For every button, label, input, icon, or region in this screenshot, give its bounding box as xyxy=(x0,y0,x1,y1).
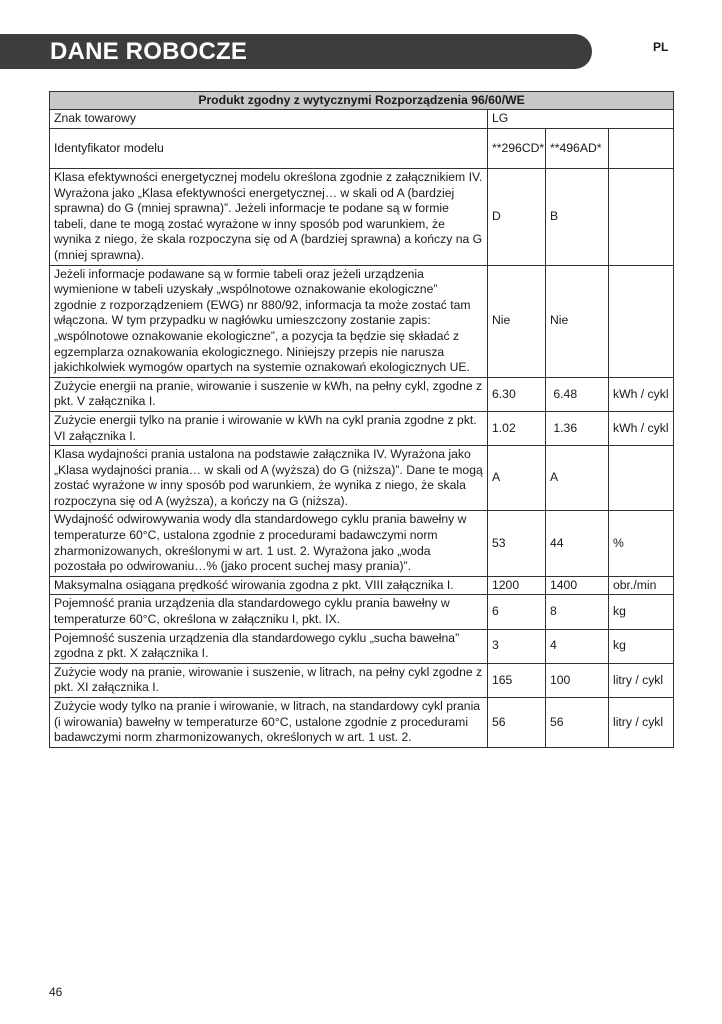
row-value-model-2: A xyxy=(546,446,609,511)
table-row xyxy=(50,169,674,266)
row-description: Maksymalna osiągana prędkość wirowania zgodna z pkt. VIII załącznika I. xyxy=(50,576,488,595)
row-value-model-2: Nie xyxy=(546,265,609,377)
table-row xyxy=(50,129,674,169)
row-value-model-1: 6.30 xyxy=(488,377,546,411)
row-value-model-2: **496AD* xyxy=(546,129,609,169)
row-value-model-2: 100 xyxy=(546,663,609,697)
table-row xyxy=(50,110,674,129)
row-unit: kWh / cykl xyxy=(609,411,674,445)
row-unit: kg xyxy=(609,595,674,629)
table-row xyxy=(50,595,674,629)
row-unit xyxy=(609,129,674,169)
table-row xyxy=(50,377,674,411)
row-value-model-1: 53 xyxy=(488,511,546,576)
row-description: Zużycie wody na pranie, wirowanie i suszenie, w litrach, na pełny cykl zgodne z pkt. XI załącznika I. xyxy=(50,663,488,697)
section-header-bar xyxy=(0,34,592,69)
row-value-model-2: 56 xyxy=(546,698,609,748)
row-unit: litry / cykl xyxy=(609,663,674,697)
row-description: Pojemność suszenia urządzenia dla standardowego cyklu „sucha bawełna” zgodna z pkt. X załącznika I. xyxy=(50,629,488,663)
row-description: Identyfikator modelu xyxy=(50,129,488,169)
row-value-model-1: 3 xyxy=(488,629,546,663)
table-row xyxy=(50,446,674,511)
row-value-model-1: 6 xyxy=(488,595,546,629)
table-row xyxy=(50,411,674,445)
row-value-model-2: 44 xyxy=(546,511,609,576)
language-code: PL xyxy=(653,40,669,54)
row-value-model-2: 1400 xyxy=(546,576,609,595)
table-row xyxy=(50,629,674,663)
row-description: Znak towarowy xyxy=(50,110,488,129)
table-row xyxy=(50,698,674,748)
row-value-model-2: 4 xyxy=(546,629,609,663)
row-unit: kg xyxy=(609,629,674,663)
row-unit: litry / cykl xyxy=(609,698,674,748)
row-value-brand: LG xyxy=(488,110,674,129)
row-value-model-1: Nie xyxy=(488,265,546,377)
row-description: Jeżeli informacje podawane są w formie tabeli oraz jeżeli urządzenia wymienione w tabeli uzyskały „wspólnotowe oznakowanie ekologiczne” zgodnie z rozporządzeniem (EWG) nr 880/92, informacja ta może zostać tam włączona. W tym przypadku w nagłówku umieszczony zostanie zapis: „wspólnotowe oznakowanie ekologiczne”, a pozycja ta będzie się składać z egzemplarza oznakowania ekologicznego. Niniejszy przepis nie narusza jakichkolwiek wymogów opartych na systemie oznakowań ekologicznych UE. xyxy=(50,265,488,377)
row-value-model-2: 1.36 xyxy=(546,411,609,445)
row-unit: obr./min xyxy=(609,576,674,595)
row-value-model-2: 8 xyxy=(546,595,609,629)
row-description: Wydajność odwirowywania wody dla standardowego cyklu prania bawełny w temperaturze 60°C, ustalona zgodnie z procedurami badawczymi norm zharmonizowanych, określonymi w art. 1 ust. 2. Wyrażona jako „woda pozostała po odwirowaniu…% (jako procent suchej masy prania)”. xyxy=(50,511,488,576)
table-row xyxy=(50,265,674,377)
operating-data-table xyxy=(49,91,674,748)
page-title: DANE ROBOCZE xyxy=(50,38,248,65)
row-value-model-1: D xyxy=(488,169,546,266)
row-description: Klasa efektywności energetycznej modelu określona zgodnie z załącznikiem IV. Wyrażona jako „Klasa efektywności energetycznej… w skali od A (bardziej sprawna) do G (mniej sprawna)”. Jeżeli informacje te podane są w formie tabeli, dane te mogą zostać wyrażone w inny sposób pod warunkiem, że wynika z niego, że skala rozpoczyna się od A (bardziej sprawna) a kończy na G (mniej sprawna). xyxy=(50,169,488,266)
row-unit: % xyxy=(609,511,674,576)
row-description: Zużycie energii tylko na pranie i wirowanie w kWh na cykl prania zgodne z pkt. VI załącznika I. xyxy=(50,411,488,445)
row-unit: kWh / cykl xyxy=(609,377,674,411)
table-row xyxy=(50,511,674,576)
row-value-model-1: A xyxy=(488,446,546,511)
row-description: Pojemność prania urządzenia dla standardowego cyklu prania bawełny w temperaturze 60°C, określona w załączniku I, pkt. IX. xyxy=(50,595,488,629)
page-number: 46 xyxy=(49,985,63,999)
row-description: Zużycie energii na pranie, wirowanie i suszenie w kWh, na pełny cykl, zgodne z pkt. V załącznika I. xyxy=(50,377,488,411)
row-value-model-1: 1200 xyxy=(488,576,546,595)
row-unit xyxy=(609,265,674,377)
table-row xyxy=(50,576,674,595)
row-description: Zużycie wody tylko na pranie i wirowanie, w litrach, na standardowy cykl prania (i wirowania) bawełny w temperaturze 60°C, ustalone zgodnie z procedurami badawczymi norm zharmonizowanych, określonych w art. 1 ust. 2. xyxy=(50,698,488,748)
table-heading: Produkt zgodny z wytycznymi Rozporządzenia 96/60/WE xyxy=(50,92,674,110)
row-value-model-2: B xyxy=(546,169,609,266)
table-heading-row xyxy=(50,92,674,110)
table-row xyxy=(50,663,674,697)
row-value-model-2: 6.48 xyxy=(546,377,609,411)
row-value-model-1: 1.02 xyxy=(488,411,546,445)
row-value-model-1: **296CD* xyxy=(488,129,546,169)
row-description: Klasa wydajności prania ustalona na podstawie załącznika IV. Wyrażona jako „Klasa wydajności prania… w skali od A (wyższa) do G (niższa)”. Dane te mogą zostać wyrażone w inny sposób pod warunkiem, że wynika z niego, że skala rozpoczyna się od A (wyższa), a kończy na G (niższa). xyxy=(50,446,488,511)
row-unit xyxy=(609,446,674,511)
row-value-model-1: 56 xyxy=(488,698,546,748)
row-unit xyxy=(609,169,674,266)
row-value-model-1: 165 xyxy=(488,663,546,697)
